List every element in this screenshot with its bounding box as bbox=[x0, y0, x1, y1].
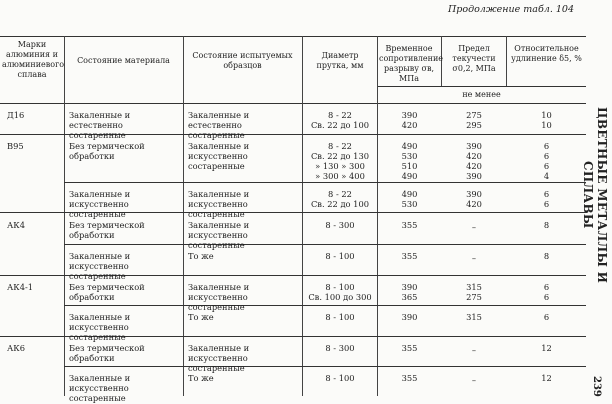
yield-strength: 275 bbox=[466, 110, 482, 120]
diameter: 8 - 100 bbox=[325, 251, 355, 261]
elongation: 10 bbox=[541, 120, 552, 130]
header-material-state: Состояние материала bbox=[77, 56, 170, 65]
elongation: 6 bbox=[543, 199, 550, 209]
yield-strength: – bbox=[471, 222, 477, 232]
material-state: Без термической обработки bbox=[69, 220, 145, 241]
yield-strength: 295 bbox=[466, 120, 482, 130]
elongation: 6 bbox=[543, 151, 550, 161]
elongation: 6 bbox=[543, 282, 550, 292]
yield-strength: 420 bbox=[466, 151, 482, 161]
tensile-strength: 490 bbox=[401, 171, 418, 181]
material-state: Без термической обработки bbox=[69, 343, 145, 364]
tensile-strength: 420 bbox=[401, 120, 418, 130]
elongation: 6 bbox=[543, 141, 550, 151]
alloy-grade: АК6 bbox=[7, 343, 25, 353]
row-rule bbox=[64, 305, 586, 306]
page-number: 239 bbox=[591, 376, 602, 397]
yield-strength: – bbox=[471, 375, 477, 385]
tensile-strength: 355 bbox=[401, 343, 418, 353]
sample-state: Закаленные и искусственно состаренные bbox=[188, 141, 250, 172]
tensile-strength: 355 bbox=[401, 251, 418, 261]
elongation: 4 bbox=[543, 171, 550, 181]
alloy-grade: В95 bbox=[7, 141, 24, 151]
material-state: Без термической обработки bbox=[69, 141, 145, 162]
material-state: Закаленные и искусственно состаренные bbox=[69, 373, 131, 404]
diameter: 8 - 100 bbox=[325, 282, 355, 292]
no-less-rule bbox=[377, 86, 586, 87]
tensile-strength: 355 bbox=[401, 373, 418, 383]
sample-state: То же bbox=[188, 373, 214, 383]
diameter: Св. 22 до 100 bbox=[310, 120, 370, 130]
row-rule bbox=[64, 182, 586, 183]
elongation: 6 bbox=[543, 292, 550, 302]
yield-strength: – bbox=[471, 253, 477, 263]
tensile-strength: 390 bbox=[401, 312, 418, 322]
column-rule bbox=[506, 36, 507, 86]
material-state: Закаленные и искусственно состаренные bbox=[69, 312, 131, 343]
header-yield-strength: Предел текучести σ0,2, МПа bbox=[452, 44, 496, 73]
column-rule bbox=[64, 36, 65, 396]
diameter: 8 - 100 bbox=[325, 373, 355, 383]
header-grade: Марки алюминия и алюминиевого сплава bbox=[2, 40, 65, 79]
header-diameter: Диаметр прутка, мм bbox=[316, 51, 364, 70]
sample-state: Закаленные и искусственно состаренные bbox=[188, 343, 250, 374]
material-state: Закаленные и искусственно состаренные bbox=[69, 189, 131, 220]
tensile-strength: 510 bbox=[401, 161, 418, 171]
material-state: Закаленные и естественно состаренные bbox=[69, 110, 131, 141]
column-rule bbox=[183, 36, 184, 396]
yield-strength: 420 bbox=[466, 161, 482, 171]
side-running-title: ЦВЕТНЫЕ МЕТАЛЛЫ И СПЛАВЫ bbox=[581, 106, 609, 284]
diameter: Св. 22 до 100 bbox=[310, 199, 370, 209]
material-state: Без термической обработки bbox=[69, 282, 145, 303]
yield-strength: 315 bbox=[466, 312, 482, 322]
tensile-strength: 390 bbox=[401, 282, 418, 292]
table-top-rule bbox=[0, 36, 586, 37]
diameter: 8 - 300 bbox=[325, 343, 355, 353]
tensile-strength: 490 bbox=[401, 141, 418, 151]
row-rule bbox=[64, 366, 586, 367]
alloy-grade: АК4 bbox=[7, 220, 25, 230]
material-state: Закаленные и искусственно состаренные bbox=[69, 251, 131, 282]
sample-state: Закаленные и искусственно состаренные bbox=[188, 189, 250, 220]
elongation: 8 bbox=[543, 220, 550, 230]
diameter: 8 - 22 bbox=[328, 110, 352, 120]
diameter: 8 - 300 bbox=[325, 220, 355, 230]
tensile-strength: 365 bbox=[401, 292, 418, 302]
column-rule bbox=[377, 36, 378, 396]
tensile-strength: 490 bbox=[401, 189, 418, 199]
alloy-grade: АК4-1 bbox=[7, 282, 34, 292]
diameter: 8 - 22 bbox=[328, 189, 352, 199]
sample-state: То же bbox=[188, 251, 214, 261]
table-caption: Продолжение табл. 104 bbox=[447, 4, 574, 15]
sample-state: То же bbox=[188, 312, 214, 322]
yield-strength: 390 bbox=[466, 141, 482, 151]
diameter: Св. 100 до 300 bbox=[308, 292, 372, 302]
tensile-strength: 530 bbox=[401, 151, 418, 161]
header-tensile-strength: Временное сопротивление разрыву σв, МПа bbox=[379, 44, 444, 83]
yield-strength: 390 bbox=[466, 189, 482, 199]
tensile-strength: 355 bbox=[401, 220, 418, 230]
elongation: 12 bbox=[541, 373, 552, 383]
tensile-strength: 390 bbox=[401, 110, 418, 120]
tensile-strength: 530 bbox=[401, 199, 418, 209]
sample-state: Закаленные и естественно состаренные bbox=[188, 110, 250, 141]
header-sample-state: Состояние испытуемых образцов bbox=[192, 51, 293, 70]
diameter: » 300 » 400 bbox=[315, 171, 365, 181]
diameter: » 130 » 300 bbox=[315, 161, 365, 171]
elongation: 6 bbox=[543, 312, 550, 322]
diameter: 8 - 100 bbox=[325, 312, 355, 322]
yield-strength: 315 bbox=[466, 282, 482, 292]
sample-state: Закаленные и искусственно состаренные bbox=[188, 220, 250, 251]
elongation: 6 bbox=[543, 189, 550, 199]
diameter: Св. 22 до 130 bbox=[310, 151, 370, 161]
yield-strength: – bbox=[471, 345, 477, 355]
elongation: 8 bbox=[543, 251, 550, 261]
yield-strength: 390 bbox=[466, 171, 482, 181]
sample-state: Закаленные и искусственно состаренные bbox=[188, 282, 250, 313]
yield-strength: 275 bbox=[466, 292, 482, 302]
column-rule bbox=[302, 36, 303, 396]
header-elongation: Относительное удлинение δ5, % bbox=[511, 44, 582, 63]
yield-strength: 420 bbox=[466, 199, 482, 209]
header-bottom-rule bbox=[0, 103, 586, 104]
elongation: 10 bbox=[541, 110, 552, 120]
row-rule bbox=[64, 244, 586, 245]
header-no-less: не менее bbox=[462, 90, 501, 99]
diameter: 8 - 22 bbox=[328, 141, 352, 151]
elongation: 12 bbox=[541, 343, 552, 353]
elongation: 6 bbox=[543, 161, 550, 171]
alloy-grade: Д16 bbox=[7, 110, 25, 120]
